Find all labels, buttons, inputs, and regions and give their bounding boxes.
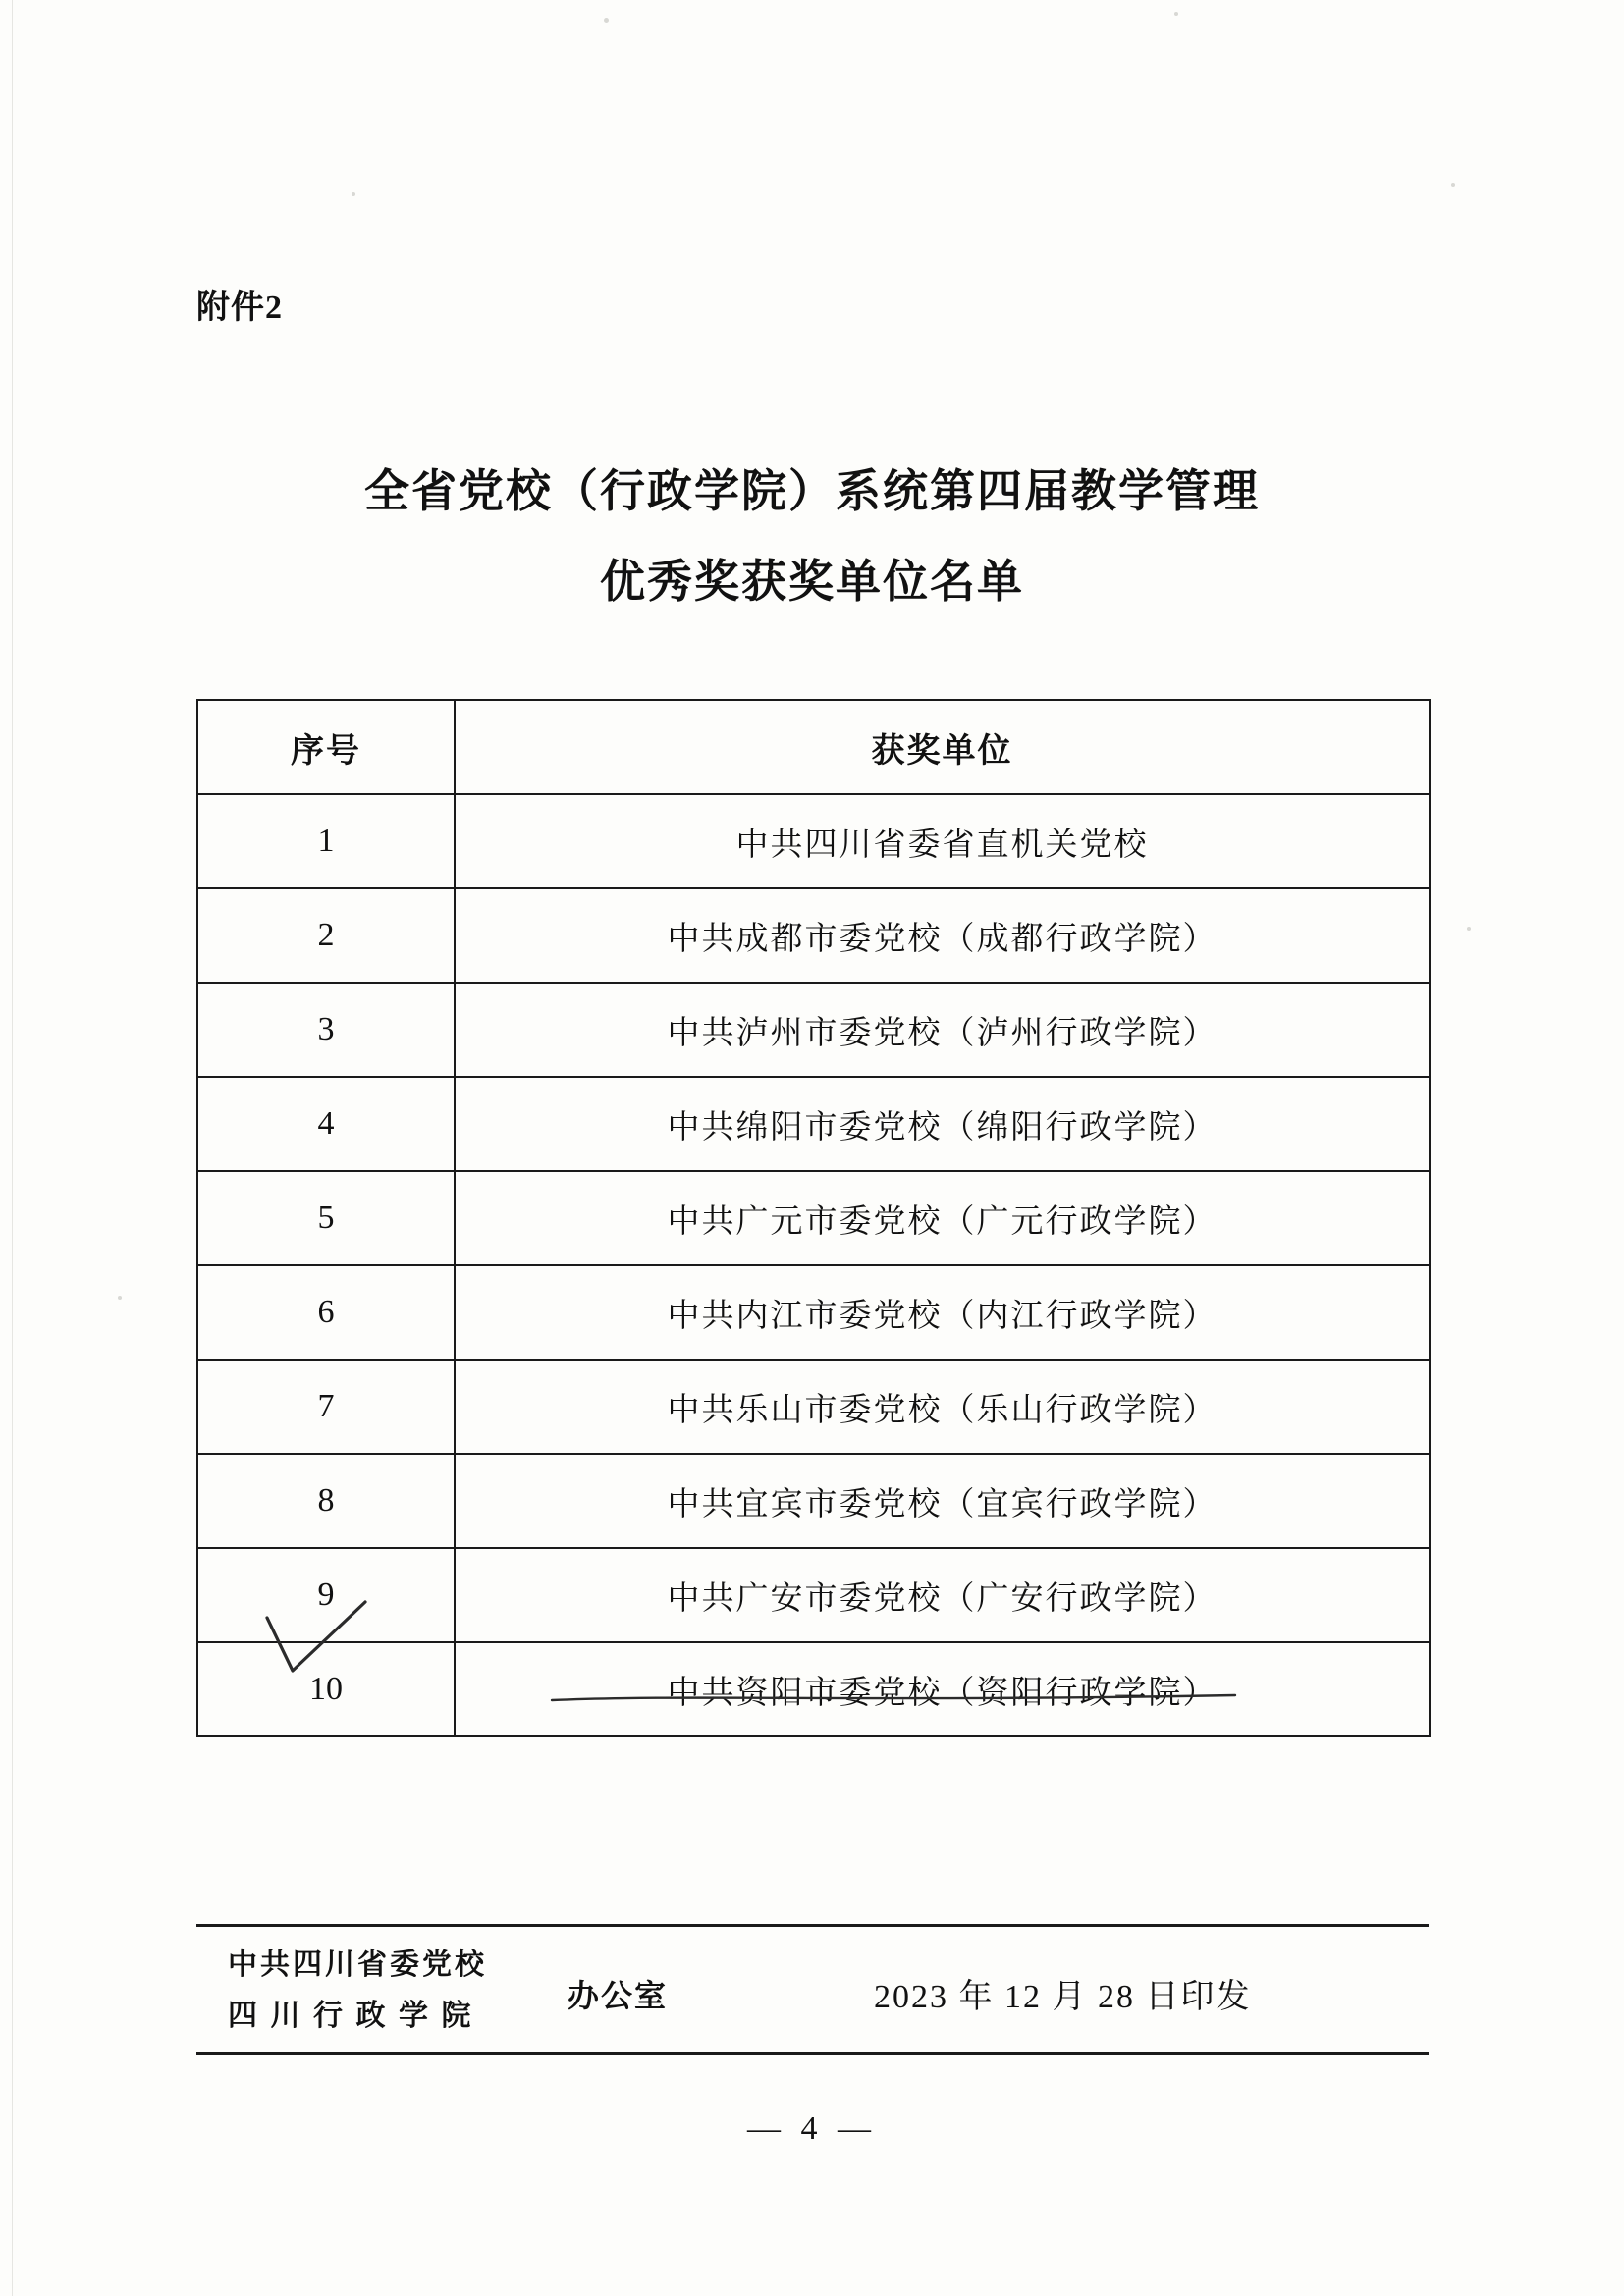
- table-row: [197, 1171, 1430, 1265]
- cell-unit: 中共广元市委党校（广元行政学院）: [455, 1171, 1430, 1265]
- scan-artifact-line: [12, 0, 13, 2296]
- cell-unit: 中共内江市委党校（内江行政学院）: [455, 1265, 1430, 1360]
- page-title: [0, 447, 1624, 627]
- cell-no: 3: [197, 983, 455, 1077]
- cell-unit: 中共乐山市委党校（乐山行政学院）: [455, 1360, 1430, 1454]
- cell-no: 4: [197, 1077, 455, 1171]
- page-number: — 4 —: [747, 2110, 877, 2147]
- cell-unit: 中共宜宾市委党校（宜宾行政学院）: [455, 1454, 1430, 1548]
- cell-no: 5: [197, 1171, 455, 1265]
- document-footer: [196, 1932, 1429, 2052]
- column-header-no: 序号: [197, 700, 455, 794]
- cell-no: 7: [197, 1360, 455, 1454]
- footer-issuer-line-1: 中共四川省委党校: [228, 1949, 487, 1981]
- cell-no: 10: [197, 1642, 455, 1736]
- attachment-label: 附件2: [196, 290, 283, 326]
- cell-no: 1: [197, 794, 455, 888]
- footer-issuer: [228, 1940, 487, 2042]
- table-row: [197, 1360, 1430, 1454]
- table-row: [197, 888, 1430, 983]
- table-row: [197, 1077, 1430, 1171]
- cell-no: 9: [197, 1548, 455, 1642]
- table-row: [197, 1548, 1430, 1642]
- cell-no: 8: [197, 1454, 455, 1548]
- cell-unit: 中共泸州市委党校（泸州行政学院）: [455, 983, 1430, 1077]
- scan-speck: [604, 18, 609, 23]
- cell-unit: 中共四川省委省直机关党校: [455, 794, 1430, 888]
- table-row: [197, 1265, 1430, 1360]
- scan-speck: [352, 192, 355, 196]
- page-title-line-2: 优秀奖获奖单位名单: [600, 557, 1024, 607]
- footer-divider-bottom: [196, 2052, 1429, 2055]
- table-header-row: [197, 700, 1430, 794]
- cell-unit: 中共绵阳市委党校（绵阳行政学院）: [455, 1077, 1430, 1171]
- cell-unit: 中共成都市委党校（成都行政学院）: [455, 888, 1430, 983]
- footer-divider-top: [196, 1924, 1429, 1927]
- cell-no: 6: [197, 1265, 455, 1360]
- scan-speck: [1467, 927, 1471, 931]
- table-row: [197, 1642, 1430, 1736]
- table-row: [197, 794, 1430, 888]
- footer-issuer-line-2: 四 川 行 政 学 院: [228, 2000, 474, 2032]
- cell-unit: 中共广安市委党校（广安行政学院）: [455, 1548, 1430, 1642]
- scan-speck: [1174, 12, 1178, 16]
- cell-no: 2: [197, 888, 455, 983]
- scan-speck: [118, 1296, 122, 1300]
- column-header-unit: 获奖单位: [455, 700, 1430, 794]
- cell-unit: 中共资阳市委党校（资阳行政学院）: [455, 1642, 1430, 1736]
- award-units-table: [196, 699, 1431, 1737]
- table-row: [197, 1454, 1430, 1548]
- footer-issue-date: 2023 年 12 月 28 日印发: [874, 1979, 1252, 2015]
- footer-office: 办公室: [568, 1978, 669, 2013]
- page-title-line-1: 全省党校（行政学院）系统第四届教学管理: [364, 466, 1260, 516]
- table-row: [197, 983, 1430, 1077]
- scan-speck: [1451, 183, 1455, 187]
